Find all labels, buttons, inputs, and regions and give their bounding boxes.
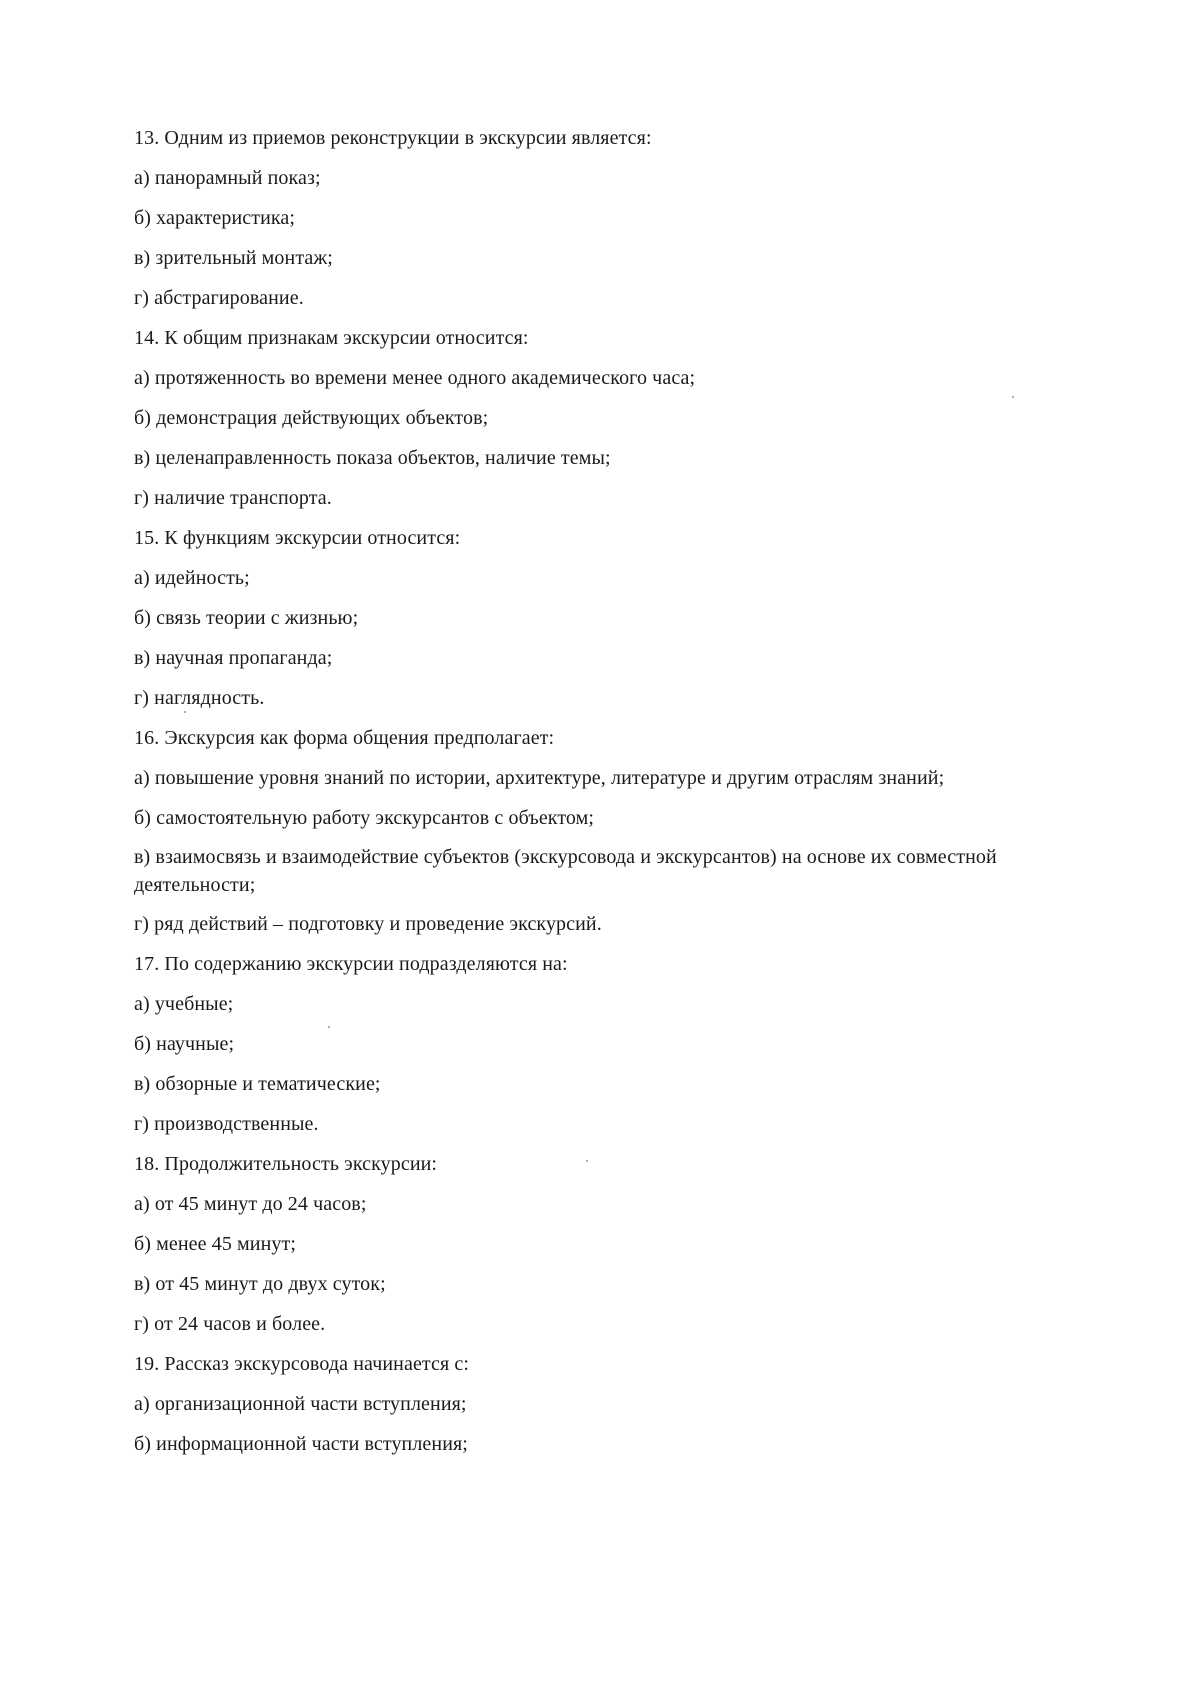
answer-option: б) демонстрация действующих объектов; bbox=[134, 407, 489, 429]
question-17: 17. По содержанию экскурсии подразделяются на: bbox=[134, 953, 568, 975]
question-16: 16. Экскурсия как форма общения предполагает: bbox=[134, 727, 555, 749]
answer-option: в) зрительный монтаж; bbox=[134, 247, 333, 269]
answer-option: а) протяженность во времени менее одного академического часа; bbox=[134, 367, 696, 389]
scan-speck bbox=[1012, 396, 1014, 398]
answer-option: в) научная пропаганда; bbox=[134, 647, 333, 669]
answer-option: а) повышение уровня знаний по истории, архитектуре, литературе и другим отраслям знаний; bbox=[134, 767, 945, 789]
answer-option: г) наглядность. bbox=[134, 687, 265, 709]
answer-option: б) самостоятельную работу экскурсантов с объектом; bbox=[134, 807, 595, 829]
answer-option: г) от 24 часов и более. bbox=[134, 1313, 326, 1335]
answer-option: г) производственные. bbox=[134, 1113, 319, 1135]
answer-option: г) абстрагирование. bbox=[134, 287, 304, 309]
scan-speck bbox=[586, 1160, 588, 1162]
question-14: 14. К общим признакам экскурсии относится: bbox=[134, 327, 529, 349]
answer-option: б) характеристика; bbox=[134, 207, 296, 229]
question-18: 18. Продолжительность экскурсии: bbox=[134, 1153, 438, 1175]
answer-option: а) идейность; bbox=[134, 567, 250, 589]
answer-option: г) наличие транспорта. bbox=[134, 487, 332, 509]
answer-option: в) от 45 минут до двух суток; bbox=[134, 1273, 386, 1295]
answer-option: в) взаимосвязь и взаимодействие субъектов (экскурсовода и экскурсантов) на основе их совместной деятельности; bbox=[134, 846, 997, 896]
answer-option: б) менее 45 минут; bbox=[134, 1233, 296, 1255]
scan-speck bbox=[184, 711, 186, 713]
answer-option: б) связь теории с жизнью; bbox=[134, 607, 359, 629]
question-19: 19. Рассказ экскурсовода начинается с: bbox=[134, 1353, 470, 1375]
answer-option: а) панорамный показ; bbox=[134, 167, 321, 189]
question-15: 15. К функциям экскурсии относится: bbox=[134, 527, 461, 549]
answer-option: а) от 45 минут до 24 часов; bbox=[134, 1193, 367, 1215]
answer-option: а) учебные; bbox=[134, 993, 234, 1015]
answer-option: в) целенаправленность показа объектов, наличие темы; bbox=[134, 447, 611, 469]
answer-option: в) обзорные и тематические; bbox=[134, 1073, 381, 1095]
answer-option: г) ряд действий – подготовку и проведение экскурсий. bbox=[134, 913, 602, 935]
answer-option: б) научные; bbox=[134, 1033, 235, 1055]
answer-option: а) организационной части вступления; bbox=[134, 1393, 467, 1415]
question-13: 13. Одним из приемов реконструкции в экскурсии является: bbox=[134, 127, 652, 149]
scan-speck bbox=[328, 1026, 330, 1028]
answer-option: б) информационной части вступления; bbox=[134, 1433, 468, 1455]
